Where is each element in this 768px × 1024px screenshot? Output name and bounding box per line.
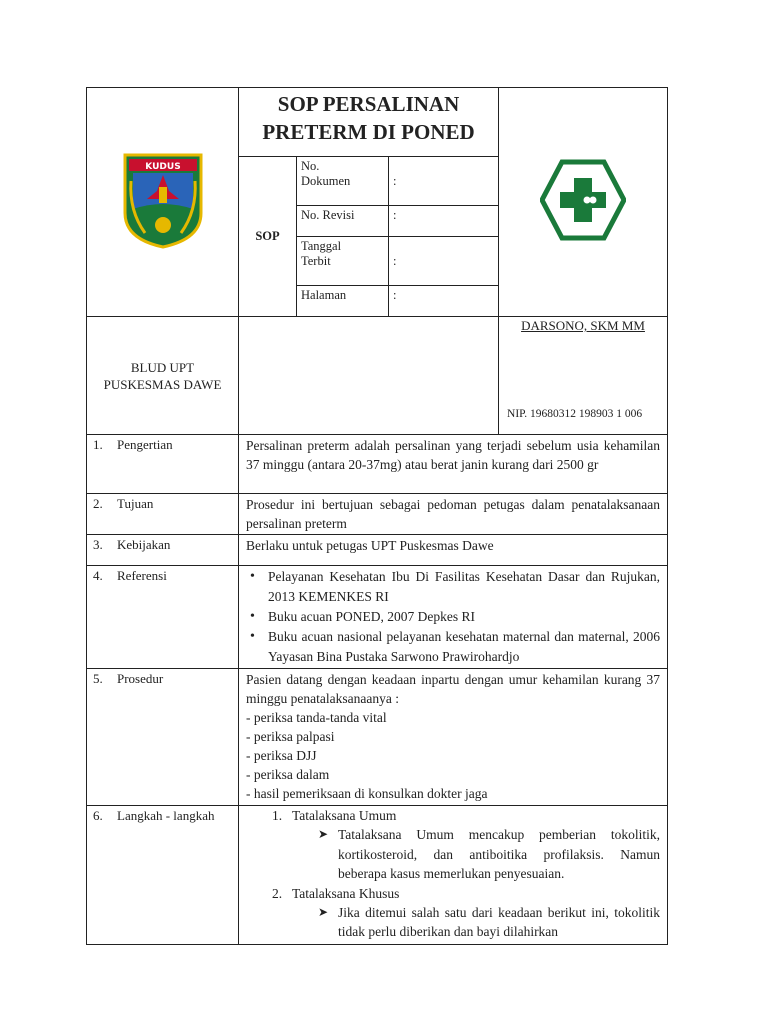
signer-nip: NIP. 19680312 198903 1 006 [507,408,643,420]
procedure-line: - periksa tanda-tanda vital [246,710,387,725]
arrow-bullet-icon: ➤ [318,904,329,919]
procedure-line: Pasien datang dengan keadaan inpartu dengan umur kehamilan kurang 37 minggu penatalaksanaanya : [246,672,660,706]
step-detail: ➤ Jika ditemui salah satu dari keadaan berikut ini, tokolitik tidak perlu diberikan dan bayi dilahirkan [318,904,660,939]
row-content: Berlaku untuk petugas UPT Puskesmas Dawe [239,535,668,566]
meta-value-revision: : [389,206,499,237]
steps-content [246,806,660,943]
title-line-2: PRETERM DI PONED [262,120,475,144]
signature-cell [499,317,668,435]
row-langkah: 6. Langkah - langkah 1. Tatalaksana Umum ➤ Tatalaksana Umum mencakup pemberian tokolitik, kortikosteroid, dan antiboitika profilaksis. Namun beberapa kasus memerlukan penyesuaian. 2. Tatalaksana Khusus ➤ Jika ditemui salah satu dari keadaan berikut ini, tokolitik tidak perlu diberikan dan bayi dilahirkan [87,806,668,945]
sop-body-table [86,434,668,945]
puskesmas-logo-cell [499,88,668,317]
step-title: 1. Tatalaksana Umum [272,808,397,823]
procedure-line: - hasil pemeriksaan di konsulkan dokter jaga [246,786,488,801]
meta-label-document-no: No. Dokumen [297,157,389,206]
meta-label-revision: No. Revisi [297,206,389,237]
row-label: Kebijakan [117,537,171,552]
row-content: Prosedur ini bertujuan sebagai pedoman petugas dalam penatalaksanaan persalinan preterm [239,494,668,535]
organization-name: BLUD UPT PUSKESMAS DAWE [87,317,239,435]
puskesmas-logo [540,158,626,242]
list-item: • Buku acuan PONED, 2007 Depkes RI [268,607,660,627]
row-label: Tujuan [117,496,154,511]
row-content: Persalinan preterm adalah persalinan yang terjadi sebelum usia kehamilan 37 minggu (antara 20-37mg) atau berat janin kurang dari 2500 gr [239,435,668,494]
signer-name: DARSONO, SKM MM [521,318,645,333]
kudus-crest-logo [121,151,205,249]
row-kebijakan: 3. Kebijakan Berlaku untuk petugas UPT Puskesmas Dawe [87,535,668,566]
sop-header-table [86,87,668,435]
procedure-line: - periksa DJJ [246,748,317,763]
meta-label-issue-date: Tanggal Terbit [297,237,389,286]
sop-document [86,87,667,945]
blank-cell [239,317,499,435]
crest-text: KUDUS [144,162,181,172]
row-pengertian: 1. Pengertian Persalinan preterm adalah persalinan yang terjadi sebelum usia kehamilan 37 minggu (antara 20-37mg) atau berat janin kurang dari 2500 gr [87,435,668,494]
arrow-bullet-icon: ➤ [318,827,329,841]
meta-value-document-no: : [389,157,499,206]
title-line-1: SOP PERSALINAN [277,92,460,116]
list-item: • Pelayanan Kesehatan Ibu Di Fasilitas Kesehatan Dasar dan Rujukan, 2013 KEMENKES RI [268,567,660,607]
meta-label-page: Halaman [297,286,389,317]
procedure-line: - periksa dalam [246,767,330,782]
row-referensi: 4. Referensi • Pelayanan Kesehatan Ibu Di Fasilitas Kesehatan Dasar dan Rujukan, 2013 KEMENKES RI • Buku acuan PONED, 2007 Depkes RI • Buku acuan nasional pelayanan kesehatan maternal dan maternal, 2006 Yayasan Bina Pustaka Sarwono Prawirohardjo [87,566,668,669]
meta-value-page: : [389,286,499,317]
kudus-logo-cell [87,88,239,317]
document-title-cell [239,88,499,157]
row-prosedur: 5. Prosedur Pasien datang dengan keadaan inpartu dengan umur kehamilan kurang 37 minggu penatalaksanaanya : - periksa tanda-tanda vital - periksa palpasi - periksa DJJ - periksa dalam - hasil pemeriksaan di konsulkan dokter jaga [87,669,668,806]
step-detail: ➤ Tatalaksana Umum mencakup pemberian tokolitik, kortikosteroid, dan antiboitika profilaksis. Namun beberapa kasus memerlukan penyesuaian. [318,827,660,881]
procedure-line: - periksa palpasi [246,729,335,744]
row-tujuan: 2. Tujuan Prosedur ini bertujuan sebagai pedoman petugas dalam penatalaksanaan persalinan preterm [87,494,668,535]
row-label: Pengertian [117,437,173,452]
step-title: 2. Tatalaksana Khusus [272,885,400,901]
row-label: Referensi [117,568,167,583]
row-label: Langkah - langkah [117,808,215,823]
reference-list [246,567,660,667]
list-item: • Buku acuan nasional pelayanan kesehatan maternal dan maternal, 2006 Yayasan Bina Pustaka Sarwono Prawirohardjo [268,627,660,667]
meta-value-issue-date: : [389,237,499,286]
sop-label: SOP [239,157,297,317]
row-label: Prosedur [117,671,164,686]
